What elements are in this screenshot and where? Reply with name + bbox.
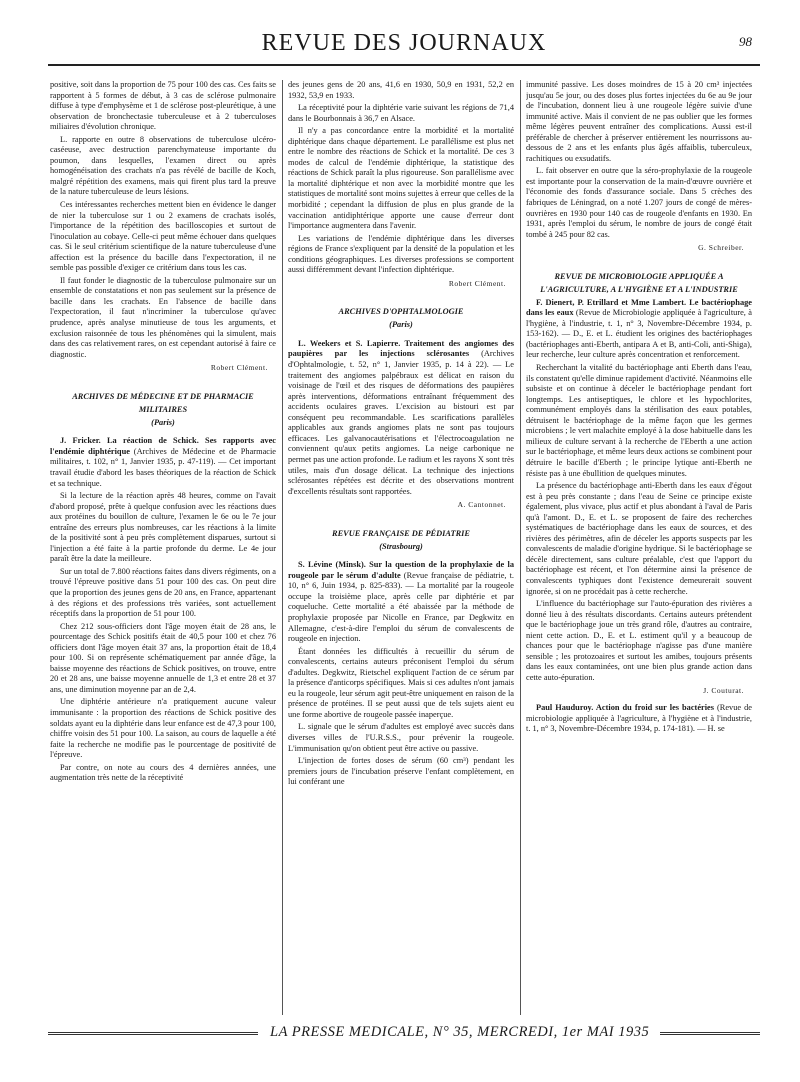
paragraph: L. signale que le sérum d'adultes est employé avec succès dans diverses villes de l'U.R.S.S., pour prévenir la rougeole. L'immunisation qu'on obtient peut être active ou passive. <box>288 722 514 753</box>
article-lead: F. Dienert, P. Etrillard et Mme Lambert. Le bactériophage dans les eaux <box>526 297 752 318</box>
article-columns <box>50 80 760 1015</box>
paragraph: positive, soit dans la proportion de 75 pour 100 des cas. Ces faits se rapportent à 5 formes de début, à 3 cas de sclérose pulmonaire diffuse à type d'emphysème et 1 de sclérose post-pleurétique, à une observation de bronchectasie tuberculeuse et à 2 tuberculoses miliaires d'évolution chronique. <box>50 80 276 132</box>
journal-section-title: REVUE DES JOURNAUX <box>261 30 547 56</box>
footer-rule <box>48 1032 258 1035</box>
section-heading: REVUE FRANÇAISE DE PÉDIATRIE <box>332 528 470 538</box>
article-lead: L. Weekers et S. Lapierre. Traitement des angiomes des paupières par les injections sclérosantes <box>288 338 514 359</box>
section-heading: REVUE DE MICROBIOLOGIE APPLIQUÉE A L'AGRICULTURE, A L'HYGIÈNE ET A L'INDUSTRIE <box>540 271 738 294</box>
paragraph: Étant données les difficultés à recueillir du sérum de convalescents, certains auteurs préconisent l'emploi du sérum d'adultes. Degkwitz, Rietschel expliquent l'action de ce sérum par la présence d'anticorps spécifiques. Mais si ces adultes n'ont jamais eu la rougeole, leur sérum agit peut-être uniquement en raison de la présence de protéines. Il se peut aussi que de tels sujets aient eu une forme abortive de rougeole passée inaperçue. <box>288 646 514 719</box>
article-lead: S. Lévine (Minsk). Sur la question de la prophylaxie de la rougeole par le sérum d'adulte <box>288 560 514 580</box>
paragraph: L'influence du bactériophage sur l'auto-épuration des rivières a donné lieu à des résultats discordants. Certains auteurs prétendent que le bactériophage joue un très grand rôle, d'autres au contraire, nient cette action. D., E. et L. estiment qu'il y a beaucoup de chances pour que le bactériophage n'agisse pas d'une manière sensible ; les protozoaires et surtout les amibes, toujours présents dans les eaux contaminées, ont une bien plus grande action dans cette auto-épuration. <box>526 599 752 682</box>
article-reference: (Revue de microbiologie appliquée à l'agriculture, à l'hygiène et à l'industrie, t. 1, n° 3, Novembre-Décembre 1934, p. 174-181). — H. se <box>526 702 752 734</box>
page-number: 98 <box>739 34 752 49</box>
article-lead: J. Fricker. La réaction de Schick. Ses rapports avec l'endémie diphtérique <box>50 436 276 456</box>
column-1 <box>50 80 276 1015</box>
paragraph: Une diphtérie antérieure n'a pratiquement aucune valeur immunisante : la proportion des réactions de Schick positive des soldats ayant eu la diphtérie dans leur enfance est de 47,3 pour 100, chiffre voisin des 51 pour 100. La saison, au cours de laquelle a été faite la recherche ne modifie pas le pourcentage de positivité de l'épreuve. <box>50 697 276 760</box>
paragraph: La réceptivité pour la diphtérie varie suivant les régions de 71,4 dans le Bourbonnais à 36,7 en Alsace. <box>288 103 514 123</box>
section-heading: ARCHIVES D'OPHTALMOLOGIE <box>338 307 464 317</box>
author-signature: G. Schreiber. <box>698 243 744 253</box>
section-location: (Paris) <box>389 320 413 330</box>
paragraph: Ces intéressantes recherches mettent bien en évidence le danger de nier la tuberculose sur 1 ou 2 examens de crachats isolés, l'importance de la répétition des bacilloscopies et surtout de l'inoculation au cobaye. Celle-ci peut même échouer dans quelques cas. Si le seul critérium scientifique de la nature tuberculeuse d'une affection est la présence du bacille dans l'expectoration, il ne semble pas possible d'exiger ce critérium dans tous les cas. <box>50 200 276 273</box>
section-location: (Strasbourg) <box>379 541 423 551</box>
paragraph: Sur un total de 7.800 réactions faites dans divers régiments, on a trouvé l'épreuve positive dans 51 pour 100 des cas. On peut dire que la proportion des jeunes gens de 20 ans, en France, appartenant à des régions et des professions très variées, sont actuellement réceptifs dans la proportion de 51 pour 100. <box>50 566 276 619</box>
author-signature: Robert Clément. <box>210 363 268 373</box>
footer-issue-line: LA PRESSE MEDICALE, N° 35, MERCREDI, 1er MAI 1935 <box>270 1024 650 1040</box>
paragraph: Chez 212 sous-officiers dont l'âge moyen était de 28 ans, le pourcentage des Schick positifs était de 40,5 pour 100 et chez 76 officiers dont l'âge moyen était 37 ans, la proportion était de 18,4 pour 100. Si on représente schématiquement par année d'âge, la baisse moyenne des réactions de Schick positives, on trouve, entre 20 et 28 ans, une baisse moyenne annuelle de 1,3 et entre 28 et 37 ans, une diminution moyenne par an de 2,4. <box>50 621 276 694</box>
paragraph: Il faut fonder le diagnostic de la tuberculose pulmonaire sur un ensemble de constatations et non pas seulement sur la présence de bacille dans les crachats. En l'absence de bacille dans l'expectoration, il faut n'incriminer la tuberculose qu'avec prudence, après analyse minutieuse de tous les arguments, et exclusion raisonnée de tous les phénomènes qui la simulent, mais dans des cas relativement rares, on est cependant autorisé à faire ce diagnostic. <box>50 275 276 359</box>
article-lead: Paul Hauduroy. Action du froid sur les bactéries <box>536 702 714 712</box>
paragraph: Il n'y a pas concordance entre la morbidité et la mortalité diphtérique dans chaque département. Le parallélisme est plus net entre le nombre des réactions de Schick et la mortalité. De ces 3 modes de calcul de l'endémie diphtérique, la statistique des réactions de Schick paraît la plus rigoureuse. Son parallélisme avec la mortalité diphtérique et non avec la morbidité montre que les statistiques de mortalité sont moins sujettes à erreur que celles de la morbidité ; cependant la diffusion de plus en plus grande de la vaccination antidiphtérique apporte une cause d'erreur dont l'importance augmentera dans l'avenir. <box>288 126 514 231</box>
section-location: (Paris) <box>151 417 175 427</box>
author-signature: J. Couturat. <box>703 686 744 696</box>
paragraph: Si la lecture de la réaction après 48 heures, comme on l'avait d'abord proposé, prête à quelque confusion avec les réactions dues aux protéines du bouillon de culture, l'examen le 6e ou le 7e jour entraîne des erreurs plus nombreuses, car les réactions à la limite de la positivité sont à peu près complètement disparues, surtout si l'injection a été faite à la partie profonde du derme. Le 4e jour paraît être la date la meilleure. <box>50 491 276 564</box>
paragraph: Recherchant la vitalité du bactériophage anti Eberth dans l'eau, ils constatent qu'elle diminue rapidement d'activité. Néanmoins elle subsiste et on continue à déceler le bactériophage pendant fort longtemps. Les antiseptiques, le chlore et les hypochlorites, communément employés dans la stérilisation des eaux potables, détruisent le bactériophage de la même façon que les germes microbiens ; le vert malachite employé à la dose habituelle dans les milieux de culture servant à la recherche de l'Eberth a une action sur le bactériophage, et même leurs deux actions se combinent pour détruire le bacille d'Eberth ; le principe lytique anti-Eberth ne résiste pas à une ébullition de quelques minutes. <box>526 363 752 478</box>
article-reference: (Archives de Médecine et de Pharmacie militaires, t. 102, n° 1, Janvier 1935, p. 47-119). — Cet important travail étudie d'abord les bases théoriques de la réaction de Schick et sa technique. <box>50 446 276 488</box>
article-reference: (Revue de Microbiologie appliquée à l'agriculture, à l'hygiène, à l'industrie, t. 1, n° 3, Novembre-Décembre 1934, p. 153-162). — D., E. et L. étudient les origines des bactériophages (bactériophages anti-Eberth, antiparа A et B, anti-Coli, anti-Shiga), leur recherche, leur culture après concentration et renforcement. <box>526 308 752 360</box>
column-3 <box>526 80 752 1015</box>
paragraph: immunité passive. Les doses moindres de 15 à 20 cm³ injectées jusqu'au 5e jour, ou des doses plus fortes injectées du 6e au 9e jour de l'incubation, donnent lieu à une rougeole légère suivie d'une immunité active. Mais il convient de ne pas oublier que les formes même légères peuvent entraîner des complications. Aussi est-il préférable de chercher à préserver entièrement les nourrissons au-dessous de 2 ans et les enfants plus âgés affaiblis, tuberculeux, rachitiques ou exsudatifs. <box>526 80 752 163</box>
footer-rule <box>660 1032 760 1035</box>
article-reference: (Revue française de pédiatrie, t. 10, n° 6, Juin 1934, p. 825-833). — La mortalité par la rougeole occupe la troisième place, après celle par diphtérie et par coqueluche. Cette mortalité a été abaissée par la méthode de prophylaxie proposée par Nicolle en France, par Degkwitz en Allemagne, c'est-à-dire l'emploi du sérum de convalescents de rougeole en injection. <box>288 570 514 644</box>
paragraph: L'injection de fortes doses de sérum (60 cm³) pendant les premiers jours de l'incubation préserve l'enfant complètement, en lui conférant une <box>288 756 514 787</box>
paragraph: Par contre, on note au cours des 4 dernières années, une augmentation très nette de la réceptivité <box>50 762 276 783</box>
paragraph: L. fait observer en outre que la séro-prophylaxie de la rougeole est importante pour la conservation de la main-d'œuvre ouvrière et l'économie des fonds d'assurance sociale. Dans 5 crèches des fabriques de Léningrad, on a noté 1.207 jours de congé de mères-ouvrières en 1930 pour 140 cas de rougeole d'enfants en 1930. En 1931, après l'emploi du sérum, le nombre de jours de congé était tombé à 245 pour 82 cas. <box>526 166 752 239</box>
author-signature: Robert Clément. <box>448 278 506 288</box>
section-heading: ARCHIVES DE MÉDECINE ET DE PHARMACIE MILITAIRES <box>72 391 254 414</box>
column-2 <box>288 80 514 1015</box>
article-reference: (Archives d'Ophtalmologie, t. 52, n° 1, Janvier 1935, p. 14 à 22). — Le traitement des angiomes palpébraux est délicat en raison du voisinage de l'œil et des risques de déformations des paupières après interventions, déformations entraînant fréquemment des accidents oculaires graves. L'excision au bistouri est par conséquent peu recommandable. Les scarifications parallèles applicables aux grands angiomes plats ne sont pas toujours efficaces. Les galvanocautérisations et l'électrocoagulation ne conviennent qu'aux petits angiomes. La neige carbonique ne permet pas une action profonde. Le radium et les rayons X sont très utiles, mais d'un dosage délicat. La technique des injections sclérosantes répétées est décrite et des observations montrent d'excellents résultats sont rapportées. <box>288 349 514 496</box>
paragraph: L. rapporte en outre 8 observations de tuberculose ulcéro-caséeuse, avec destruction parenchymateuse importante du poumon, dans lesquelles, l'examen direct ou après homogénéisation des crachats n'a pas révélé de bacille de Koch, malgré répétition des examens, mais qui firent plus tard la preuve de la nature tuberculeuse de leurs lésions. <box>50 134 276 197</box>
paragraph: Les variations de l'endémie diphtérique dans les diverses régions de France s'expliquent par la densité de la population et les conditions géographiques. Les diverses professions se comportent aussi différemment devant l'infection diphtérique. <box>288 233 514 275</box>
page-header <box>48 26 760 66</box>
header-rule <box>48 64 760 66</box>
paragraph: La présence du bactériophage anti-Eberth dans les eaux d'égout est à peu près constante ; dans l'eau de Seine ce principe existe également, plus vivace, plus actif et plus abondant à l'aval de Paris qu'à l'amont. D., E. et L. se proposent de faire des recherches systématiques de bactériophage dans les eaux de sources, et des rivières des périmètres, afin de déceler les apports suspects par les convalescents de maladie d'origine hydrique. Si le bactériophage se décèle directement, sans culture préalable, c'est que l'apport du bactériophage est récent, et l'on détermine ainsi la présence de convalescents typhiques dont l'existence demeurerait souvent ignorée, si on ne procédait pas à cette recherche. <box>526 481 752 596</box>
page-footer <box>48 1022 760 1062</box>
author-signature: A. Cantonnet. <box>457 500 506 510</box>
paragraph: des jeunes gens de 20 ans, 41,6 en 1930, 50,9 en 1931, 52,2 en 1932, 53,9 en 1933. <box>288 80 514 100</box>
